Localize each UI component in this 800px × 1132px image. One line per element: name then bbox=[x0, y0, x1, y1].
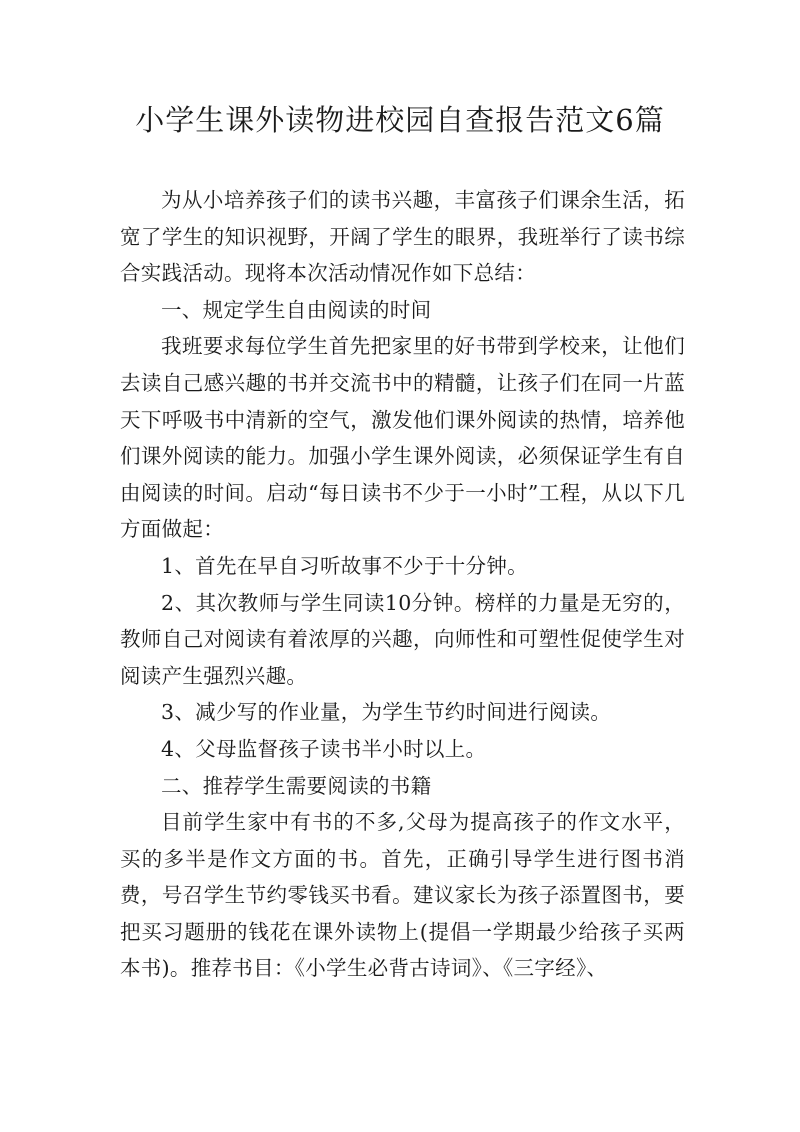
list-item-3: 3、减少写的作业量，为学生节约时间进行阅读。 bbox=[161, 700, 612, 725]
list-item-2: 2、其次教师与学生同读10分钟。榜样的力量是无穷的，教师自己对阅读有着浓厚的兴趣，向师性和可塑性促使学生对阅读产生强烈兴趣。 bbox=[120, 590, 685, 688]
paragraph-section-1: 我班要求每位学生首先把家里的好书带到学校来，让他们去读自己感兴趣的书并交流书中的精髓，让孩子们在同一片蓝天下呼吸书中清新的空气，激发他们课外阅读的热情，培养他们课外阅读的能力。加强小学生课外阅读，必须保证学生有自由阅读的时间。启动“每日读书不少于一小时”工程，从以下几方面做起： bbox=[120, 334, 685, 542]
list-item-1: 1、首先在早自习听故事不少于十分钟。 bbox=[161, 553, 528, 578]
list-item-4: 4、父母监督孩子读书半小时以上。 bbox=[161, 736, 487, 761]
section-heading-1: 一、规定学生自由阅读的时间 bbox=[161, 297, 432, 322]
section-heading-2: 二、推荐学生需要阅读的书籍 bbox=[161, 773, 432, 798]
paragraph-intro: 为从小培养孩子们的读书兴趣，丰富孩子们课余生活，拓宽了学生的知识视野，开阔了学生的眼界，我班举行了读书综合实践活动。现将本次活动情况作如下总结： bbox=[120, 188, 685, 286]
document-body bbox=[120, 182, 685, 987]
paragraph-section-2: 目前学生家中有书的不多,父母为提高孩子的作文水平，买的多半是作文方面的书。首先，正确引导学生进行图书消费，号召学生节约零钱买书看。建议家长为孩子添置图书，要把买习题册的钱花在课外读物上(提倡一学期最少给孩子买两本书)。推荐书目：《小学生必背古诗词》、《三字经》、 bbox=[120, 810, 685, 981]
document-title: 小学生课外读物进校园自查报告范文6篇 bbox=[135, 103, 665, 137]
